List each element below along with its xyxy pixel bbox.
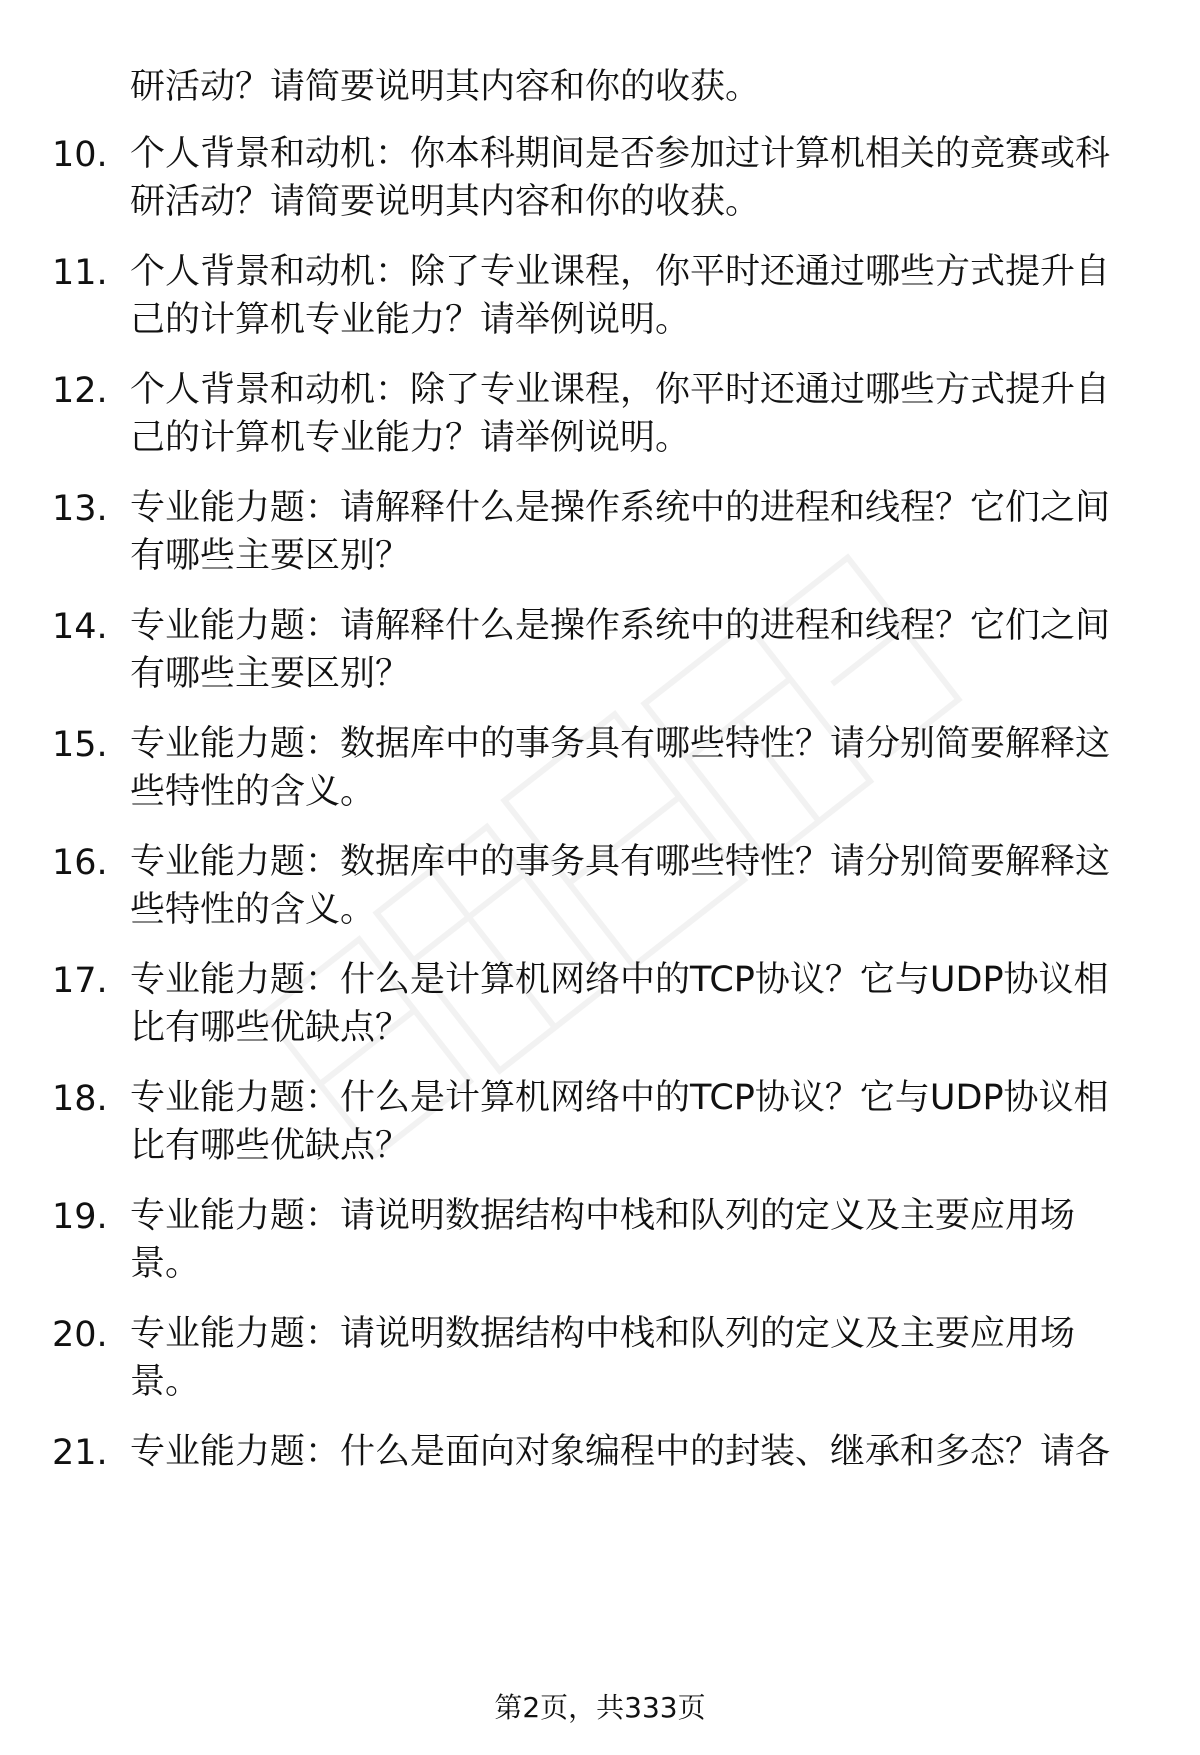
item-text: 专业能力题：什么是计算机网络中的TCP协议？它与UDP协议相比有哪些优缺点？ [130, 1078, 1109, 1166]
list-item [52, 602, 1152, 702]
item-number: 11. [52, 253, 108, 293]
item-number: 16. [52, 843, 108, 883]
item-text: 专业能力题：什么是计算机网络中的TCP协议？它与UDP协议相比有哪些优缺点？ [130, 960, 1109, 1048]
item-number: 17. [52, 961, 108, 1001]
item-number: 20. [52, 1315, 108, 1355]
continued-question-text: 研活动？请简要说明其内容和你的收获。 [130, 67, 761, 107]
item-number: 13. [52, 489, 108, 529]
item-number: 21. [52, 1433, 108, 1473]
item-text: 专业能力题：数据库中的事务具有哪些特性？请分别简要解释这些特性的含义。 [130, 724, 1111, 812]
item-text: 专业能力题：请说明数据结构中栈和队列的定义及主要应用场景。 [130, 1314, 1076, 1402]
list-item [52, 484, 1152, 584]
list-item [52, 1192, 1152, 1292]
list-item [52, 366, 1152, 466]
item-number: 12. [52, 371, 108, 411]
item-number: 19. [52, 1197, 108, 1237]
item-text: 专业能力题：数据库中的事务具有哪些特性？请分别简要解释这些特性的含义。 [130, 842, 1111, 930]
item-number: 18. [52, 1079, 108, 1119]
list-item [52, 248, 1152, 348]
list-item [52, 1074, 1152, 1174]
item-text: 个人背景和动机：你本科期间是否参加过计算机相关的竞赛或科研活动？请简要说明其内容和你的收获。 [130, 134, 1111, 222]
list-item [52, 1310, 1152, 1410]
item-text: 个人背景和动机：除了专业课程，你平时还通过哪些方式提升自己的计算机专业能力？请举例说明。 [130, 252, 1111, 340]
item-number: 14. [52, 607, 108, 647]
list-item [52, 956, 1152, 1056]
item-text: 专业能力题：什么是面向对象编程中的封装、继承和多态？请各 [130, 1432, 1111, 1472]
item-text: 专业能力题：请解释什么是操作系统中的进程和线程？它们之间有哪些主要区别？ [130, 488, 1111, 576]
item-number: 15. [52, 725, 108, 765]
item-number: 10. [52, 135, 108, 175]
item-text: 专业能力题：请解释什么是操作系统中的进程和线程？它们之间有哪些主要区别？ [130, 606, 1111, 694]
list-item [52, 720, 1152, 820]
list-item [52, 1428, 1152, 1488]
list-item [52, 838, 1152, 938]
page-footer: 第2页，共333页 [494, 1691, 706, 1724]
item-text: 专业能力题：请说明数据结构中栈和队列的定义及主要应用场景。 [130, 1196, 1076, 1284]
list-item [52, 130, 1152, 230]
item-text: 个人背景和动机：除了专业课程，你平时还通过哪些方式提升自己的计算机专业能力？请举例说明。 [130, 370, 1111, 458]
